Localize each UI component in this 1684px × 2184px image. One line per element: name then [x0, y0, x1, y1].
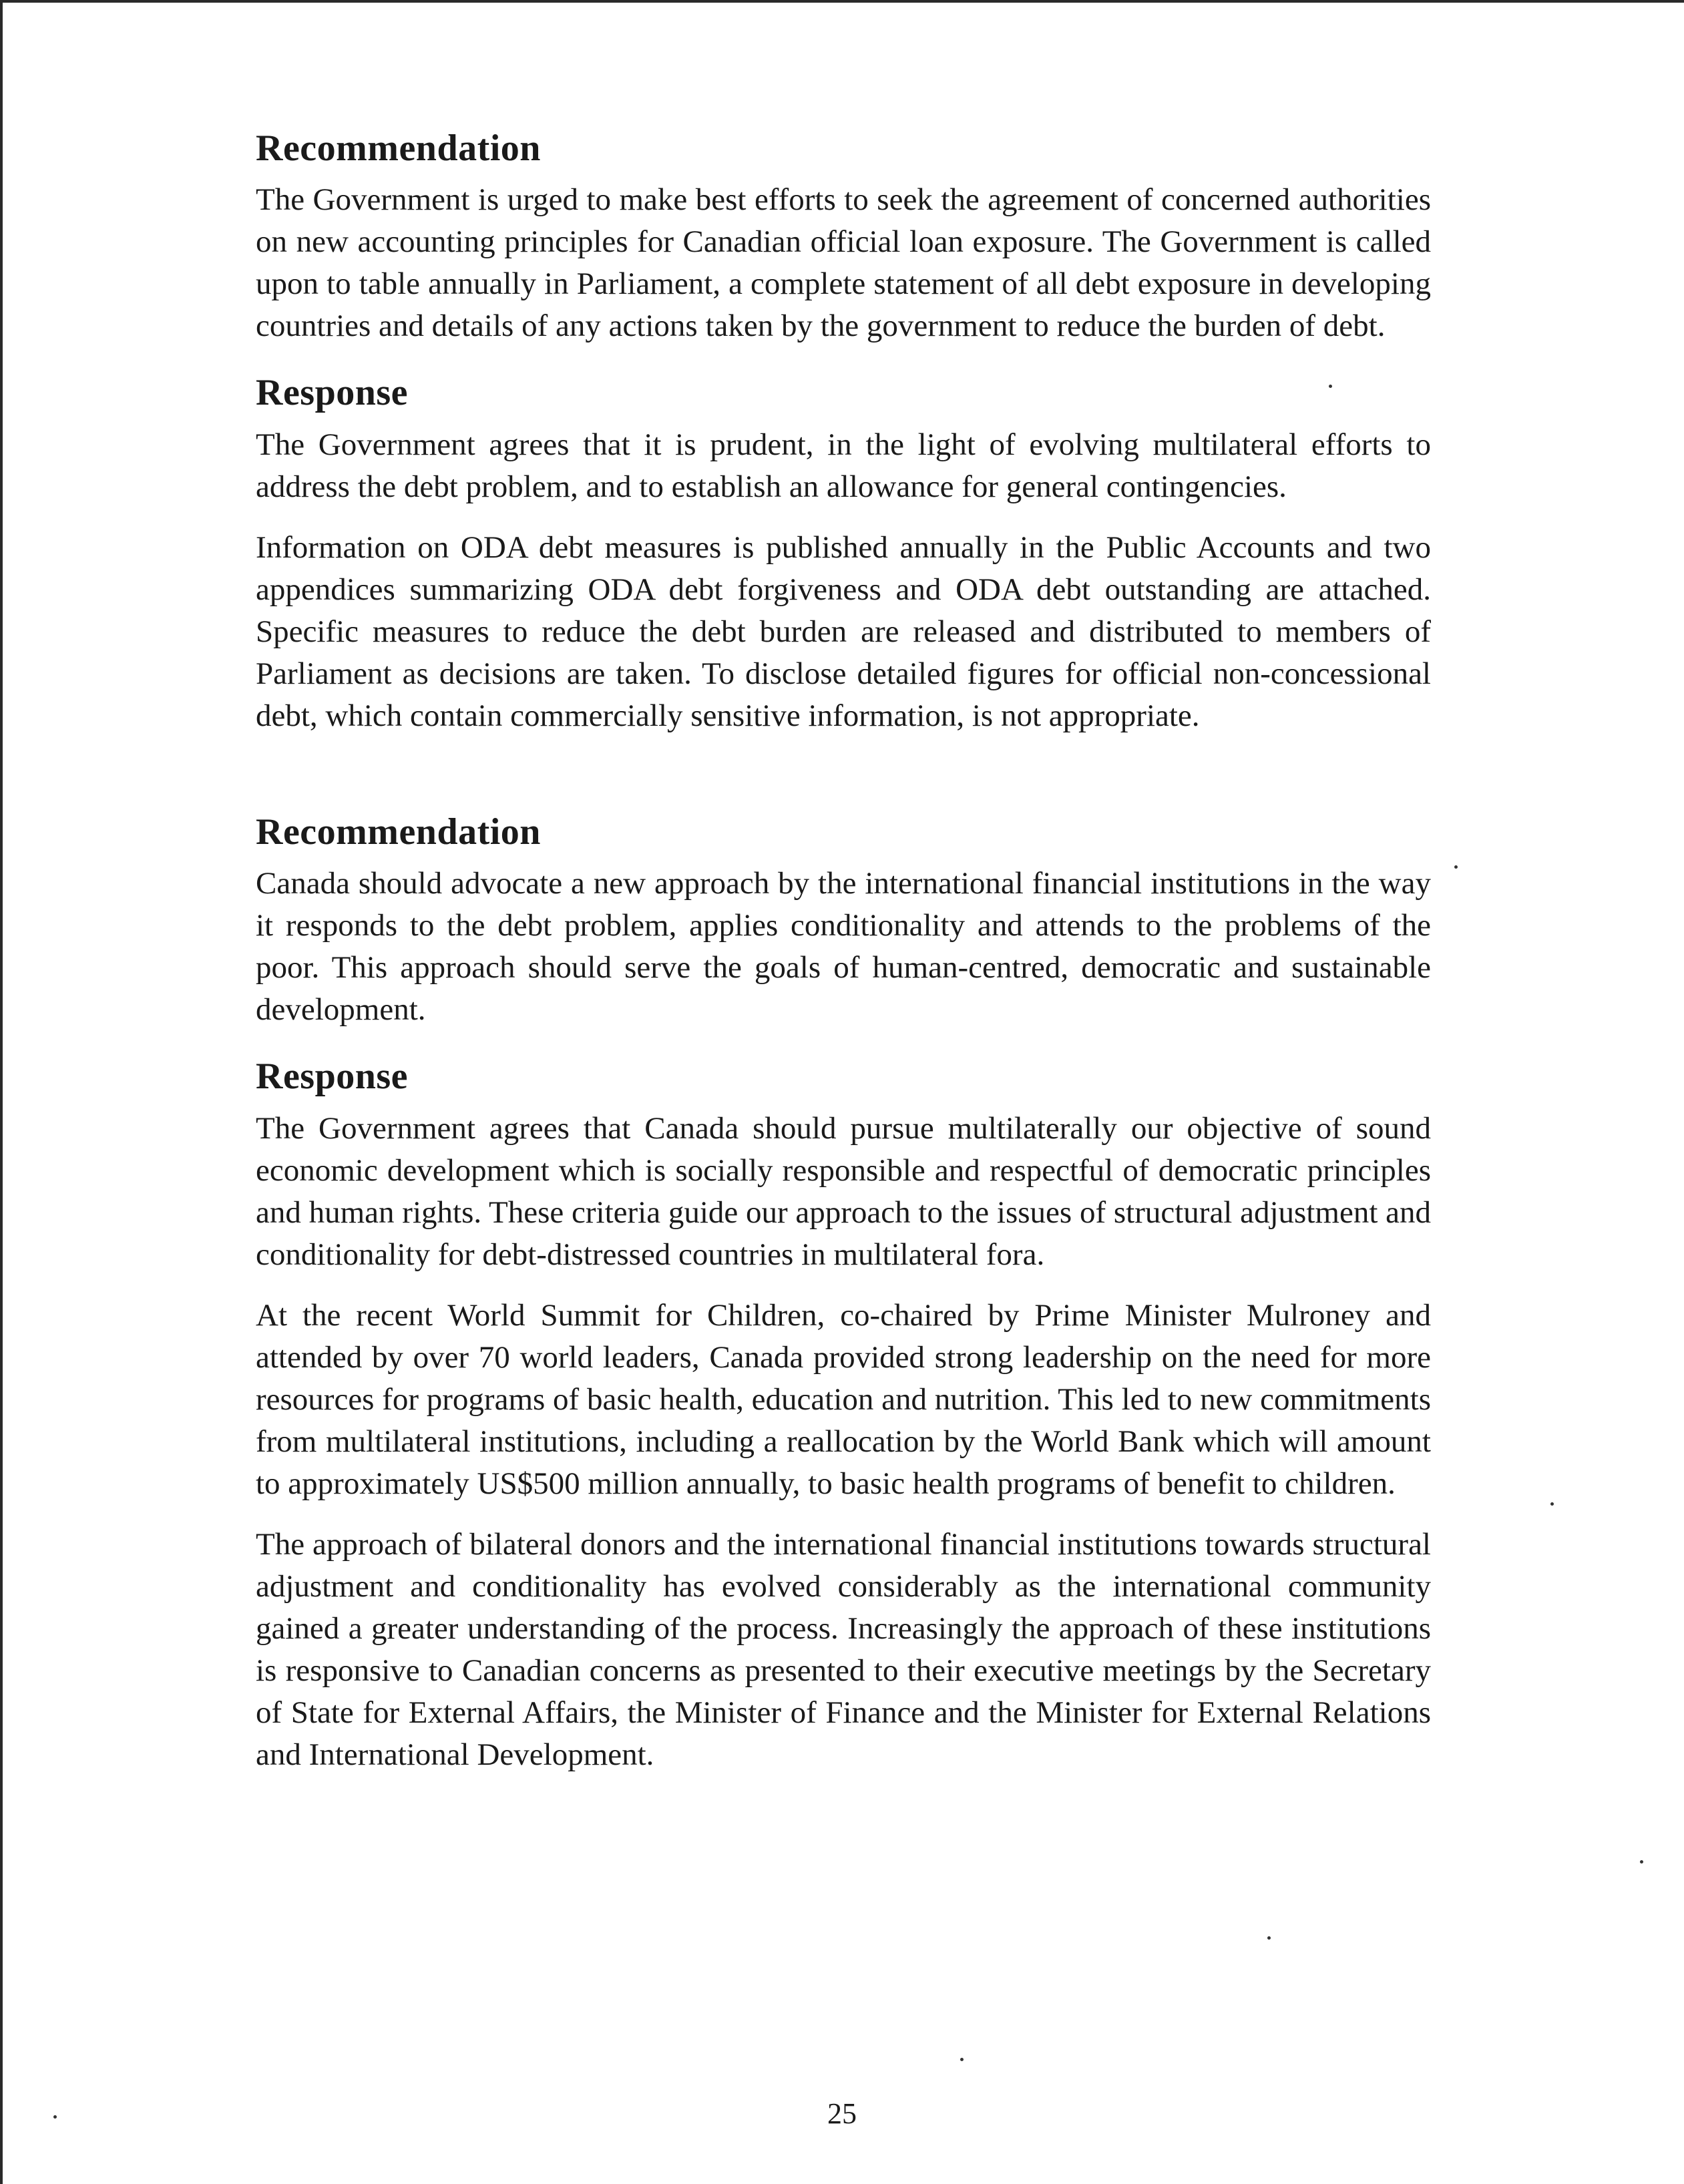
scan-speck: [1550, 1502, 1554, 1506]
paragraph: The Government agrees that Canada should pursue multilaterally our objective of sound economic development which is socially responsible and respectful of democratic principles and human rights. These criteria guide our approach to the issues of structural adjustment and conditionality for debt-distressed countries in multilateral fora.: [256, 1110, 1431, 1272]
section-heading: Recommendation: [256, 128, 541, 169]
scan-speck: [1267, 1936, 1271, 1940]
scan-speck: [960, 2058, 964, 2061]
paragraph: Information on ODA debt measures is published annually in the Public Accounts and two appendices summarizing ODA debt forgiveness and ODA debt outstanding are attached. Specific measures to reduce the debt burden are released and distributed to members of Parliament as decisions are taken. To disclose detailed figures for official non-concessional debt, which contain commercially sensitive information, is not appropriate.: [256, 529, 1431, 733]
scan-edge-top: [0, 0, 1684, 3]
paragraph: At the recent World Summit for Children, co-chaired by Prime Minister Mulroney and attended by over 70 world leaders, Canada provided strong leadership on the need for more resources for programs of basic health, education and nutrition. This led to new commitments from multilateral institutions, including a reallocation by the World Bank which will amount to approximately US$500 million annually, to basic health programs of benefit to children.: [256, 1297, 1431, 1501]
paragraph: The approach of bilateral donors and the international financial institutions towards structural adjustment and conditionality has evolved considerably as the international community gained a greater understanding of the process. Increasingly the approach of these institutions is responsive to Canadian concerns as presented to their executive meetings by the Secretary of State for External Affairs, the Minister of Finance and the Minister for External Relations and International Development.: [256, 1526, 1431, 1772]
scan-speck: [1329, 385, 1332, 388]
section-recommendation-2: [256, 811, 1431, 1031]
section-recommendation-1: [256, 127, 1431, 347]
paragraph: The Government is urged to make best efforts to seek the agreement of concerned authorities on new accounting principles for Canadian official loan exposure. The Government is called upon to table annually in Parliament, a complete statement of all debt exposure in developing countries and details of any actions taken by the government to reduce the burden of debt.: [256, 182, 1431, 344]
scan-speck: [53, 2115, 57, 2119]
page-number: 25: [827, 2097, 857, 2130]
section-heading: Response: [256, 1056, 409, 1098]
scan-speck: [1454, 865, 1458, 869]
spacer: [256, 347, 1431, 371]
document-body: [256, 127, 1431, 1776]
paragraph: The Government agrees that it is prudent, in the light of evolving multilateral efforts to address the debt problem, and to establish an allowance for general contingencies.: [256, 427, 1431, 504]
section-heading: Response: [256, 372, 409, 414]
section-response-1: [256, 371, 1431, 736]
section-heading: Recommendation: [256, 811, 541, 853]
section-response-2: [256, 1055, 1431, 1775]
spacer: [256, 737, 1431, 811]
spacer: [256, 1031, 1431, 1055]
paragraph: Canada should advocate a new approach by the international financial institutions in the way it responds to the debt problem, applies conditionality and attends to the problems of the poor. This approach should serve the goals of human-centred, democratic and sustainable development.: [256, 866, 1431, 1028]
scan-speck: [1640, 1860, 1643, 1864]
scan-edge-left: [0, 0, 3, 2184]
